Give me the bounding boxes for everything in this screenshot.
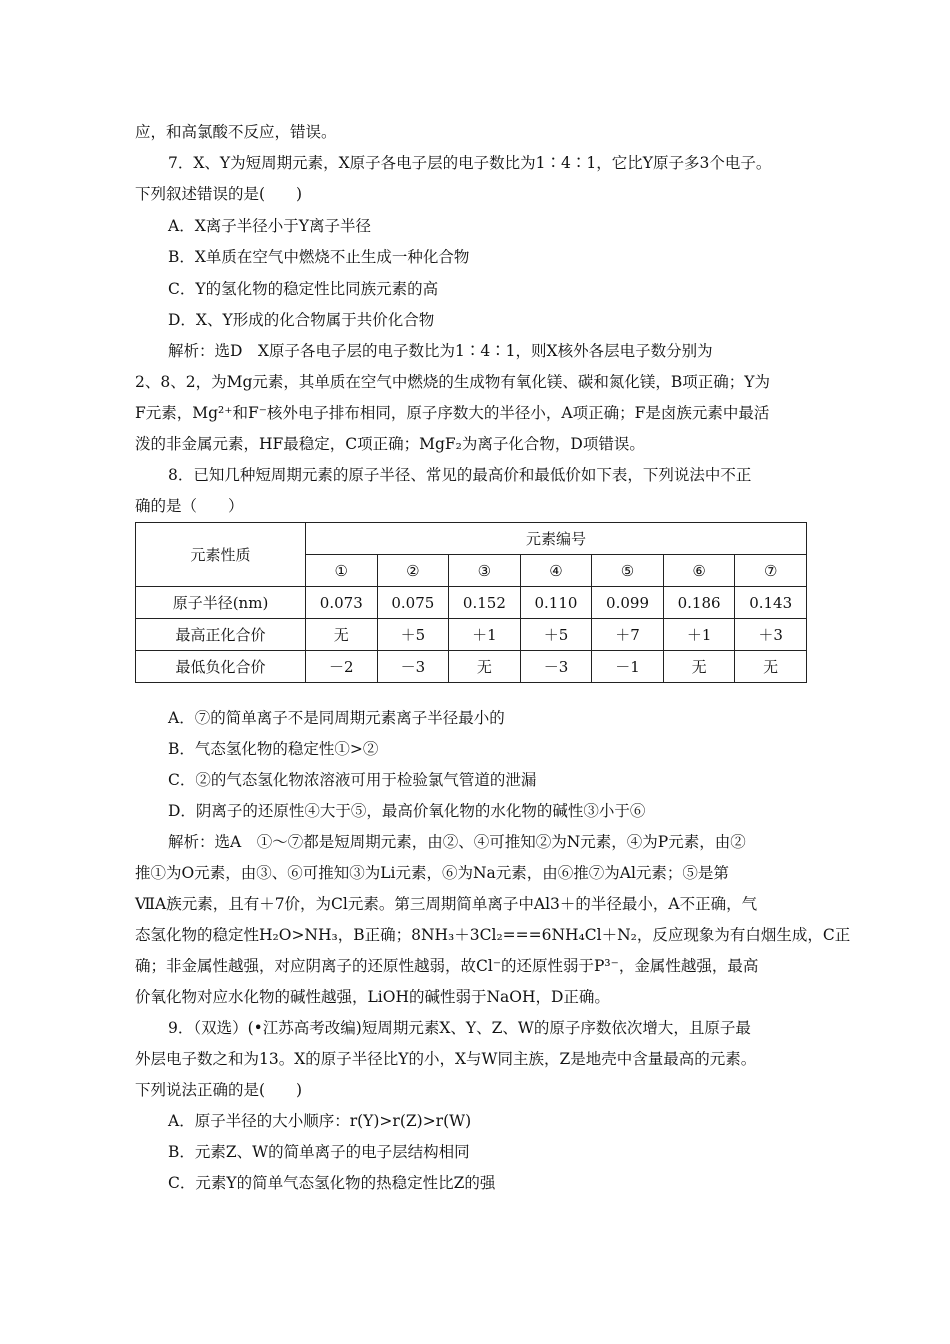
table-cell: 0.073 [306,587,378,619]
analysis-line: 泼的非金属元素，HF最稳定，C项正确；MgF₂为离子化合物，D项错误。 [135,435,645,453]
text-line: 应，和高氯酸不反应，错误。 [135,123,337,141]
table-cell: －3 [520,651,592,683]
table-group-header: 元素编号 [306,523,807,555]
analysis-line: 解析：选D X原子各电子层的电子数比为1∶4∶1，则X核外各层电子数分别为 [168,342,713,360]
table-cell: 0.186 [663,587,735,619]
analysis-line: 解析：选A ①～⑦都是短周期元素，由②、④可推知②为N元素，④为P元素，由② [168,833,746,851]
analysis-line: 态氢化物的稳定性H₂O>NH₃，B正确；8NH₃＋3Cl₂===6NH₄Cl＋N₂，反应现象为有白烟生成，C正 [135,926,851,944]
row-label: 最高正化合价 [136,619,306,651]
element-number: ⑥ [663,555,735,587]
text-line: 下列说法正确的是( ) [135,1081,303,1099]
table-row [136,651,807,683]
question-8-stem: 8．已知几种短周期元素的原子半径、常见的最高价和最低价如下表，下列说法中不正 [168,466,752,484]
analysis-line: ⅦA族元素，且有＋7价，为Cl元素。第三周期简单离子中Al3＋的半径最小，A不正确，气 [135,895,758,913]
table-cell: 无 [663,651,735,683]
analysis-line: 推①为O元素，由③、⑥可推知③为Li元素，⑥为Na元素，由⑥推⑦为Al元素；⑤是第 [135,864,729,882]
table-cell: 0.152 [449,587,521,619]
table-cell: －3 [377,651,449,683]
analysis-line: 2、8、2，为Mg元素，其单质在空气中燃烧的生成物有氧化镁、碳和氮化镁，B项正确；Y为 [135,373,771,391]
table-cell: 0.075 [377,587,449,619]
option-c: C．Y的氢化物的稳定性比同族元素的高 [168,280,439,298]
table-cell: 无 [449,651,521,683]
table-cell: ＋5 [520,619,592,651]
analysis-line: 价氧化物对应水化物的碱性越强，LiOH的碱性弱于NaOH，D正确。 [135,988,610,1006]
element-number: ③ [449,555,521,587]
element-number: ④ [520,555,592,587]
text-line: 下列叙述错误的是( ) [135,185,303,203]
table-cell: 0.143 [735,587,807,619]
element-number: ⑤ [592,555,664,587]
question-9-stem: 9．（双选）(•江苏高考改编)短周期元素X、Y、Z、W的原子序数依次增大，且原子最 [168,1019,751,1037]
option-d: D．X、Y形成的化合物属于共价化合物 [168,311,435,329]
option-a: A．原子半径的大小顺序：r(Y)>r(Z)>r(W) [168,1112,472,1130]
table-row [136,587,807,619]
option-c: C．元素Y的简单气态氢化物的热稳定性比Z的强 [168,1174,496,1192]
element-number: ② [377,555,449,587]
table-cell: ＋7 [592,619,664,651]
text-line: 外层电子数之和为13。X的原子半径比Y的小，X与W同主族，Z是地壳中含量最高的元素。 [135,1050,757,1068]
analysis-line: F元素，Mg²⁺和F⁻核外电子排布相同，原子序数大的半径小，A项正确；F是卤族元素中最活 [135,404,770,422]
table-row [136,619,807,651]
table-cell: ＋1 [663,619,735,651]
row-label: 原子半径(nm) [136,587,306,619]
option-b: B．气态氢化物的稳定性①>② [168,740,379,758]
table-cell: －2 [306,651,378,683]
table-cell: 0.099 [592,587,664,619]
element-number: ⑦ [735,555,807,587]
table-row-header: 元素性质 [136,523,306,587]
text-line: 确的是（ ） [135,497,244,515]
option-b: B．元素Z、W的简单离子的电子层结构相同 [168,1143,470,1161]
option-d: D．阴离子的还原性④大于⑤，最高价氧化物的水化物的碱性③小于⑥ [168,802,646,820]
question-7-stem: 7．X、Y为短周期元素，X原子各电子层的电子数比为1∶4∶1，它比Y原子多3个电子。 [168,154,772,172]
option-a: A．⑦的简单离子不是同周期元素离子半径最小的 [168,709,505,727]
table-cell: ＋5 [377,619,449,651]
option-c: C．②的气态氢化物浓溶液可用于检验氯气管道的泄漏 [168,771,537,789]
table-cell: ＋3 [735,619,807,651]
row-label: 最低负化合价 [136,651,306,683]
element-number: ① [306,555,378,587]
option-a: A．X离子半径小于Y离子半径 [168,217,371,235]
option-b: B．X单质在空气中燃烧不止生成一种化合物 [168,248,470,266]
analysis-line: 确；非金属性越强，对应阴离子的还原性越弱，故Cl⁻的还原性弱于P³⁻，金属性越强，最高 [135,957,759,975]
table-cell: 无 [735,651,807,683]
element-properties-table [135,522,807,683]
table-cell: ＋1 [449,619,521,651]
table-cell: 无 [306,619,378,651]
table-cell: －1 [592,651,664,683]
table-cell: 0.110 [520,587,592,619]
